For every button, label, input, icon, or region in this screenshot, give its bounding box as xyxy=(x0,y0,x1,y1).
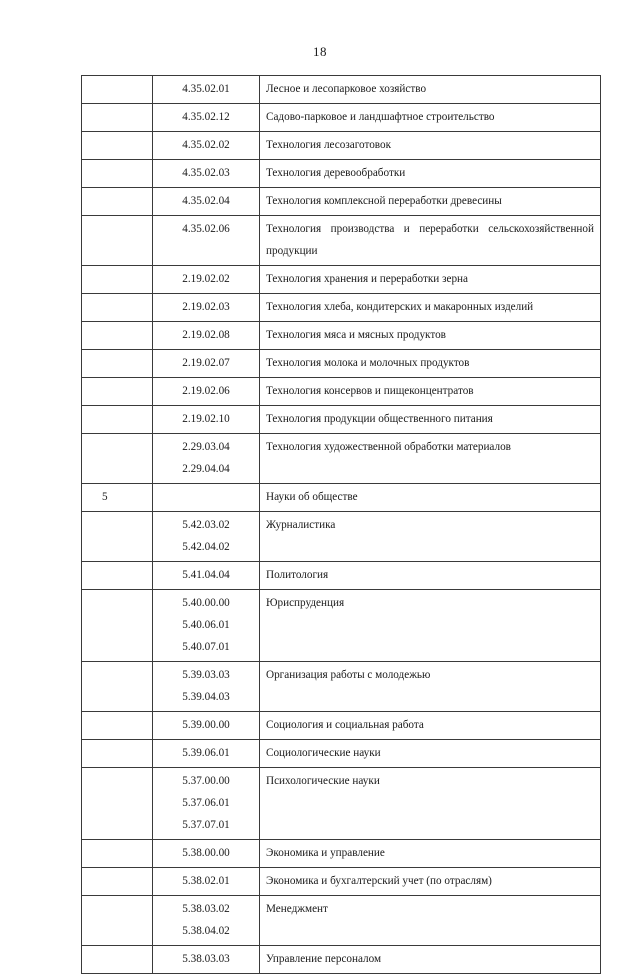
specialty-name-cell: Экономика и управление xyxy=(260,840,601,868)
group-number-cell xyxy=(82,378,153,406)
specialty-code-cell xyxy=(153,768,260,840)
specialty-code: 4.35.02.04 xyxy=(182,195,230,207)
group-number-cell xyxy=(82,868,153,896)
table-row xyxy=(82,216,601,266)
table-row xyxy=(82,512,601,562)
specialty-code: 2.19.02.06 xyxy=(182,385,230,397)
table-row xyxy=(82,590,601,662)
group-number-cell xyxy=(82,188,153,216)
specialty-code: 2.19.02.07 xyxy=(182,357,230,369)
group-number-cell xyxy=(82,590,153,662)
specialty-code-cell xyxy=(153,406,260,434)
specialty-name-cell: Науки об обществе xyxy=(260,484,601,512)
specialties-table xyxy=(81,75,601,974)
specialty-name-cell: Психологические науки xyxy=(260,768,601,840)
specialty-code: 5.38.03.02 xyxy=(182,903,230,915)
group-number-cell xyxy=(82,322,153,350)
specialty-name-cell: Политология xyxy=(260,562,601,590)
specialty-code: 5.39.03.03 xyxy=(182,669,230,681)
specialty-code-cell xyxy=(153,946,260,974)
table-row xyxy=(82,378,601,406)
specialty-name-cell: Садово-парковое и ландшафтное строительство xyxy=(260,104,601,132)
specialty-name-cell: Технология лесозаготовок xyxy=(260,132,601,160)
group-number-cell: 5 xyxy=(82,484,153,512)
specialty-code-cell xyxy=(153,350,260,378)
specialty-code: 2.19.02.10 xyxy=(182,413,230,425)
group-number-cell xyxy=(82,216,153,266)
specialty-code-cell xyxy=(153,484,260,512)
specialty-code: 2.19.02.08 xyxy=(182,329,230,341)
specialty-name-cell: Технология комплексной переработки древесины xyxy=(260,188,601,216)
specialty-code-cell xyxy=(153,104,260,132)
specialty-name-cell: Социология и социальная работа xyxy=(260,712,601,740)
specialty-code-cell xyxy=(153,868,260,896)
specialty-code: 2.29.04.04 xyxy=(182,463,230,475)
specialty-name-cell: Организация работы с молодежью xyxy=(260,662,601,712)
specialty-code: 5.37.00.00 xyxy=(182,775,230,787)
group-number-cell xyxy=(82,712,153,740)
specialty-name-cell: Технология хранения и переработки зерна xyxy=(260,266,601,294)
table-row xyxy=(82,350,601,378)
specialty-code: 5.38.00.00 xyxy=(182,847,230,859)
table-row xyxy=(82,768,601,840)
group-number-cell xyxy=(82,512,153,562)
specialty-code: 5.39.00.00 xyxy=(182,719,230,731)
specialty-code: 4.35.02.12 xyxy=(182,111,230,123)
group-number-cell xyxy=(82,132,153,160)
specialty-code: 5.40.06.01 xyxy=(182,619,230,631)
specialty-code: 4.35.02.02 xyxy=(182,139,230,151)
table-row xyxy=(82,76,601,104)
specialty-name-cell: Менеджмент xyxy=(260,896,601,946)
specialty-code-cell xyxy=(153,590,260,662)
specialty-code-cell xyxy=(153,740,260,768)
table-row xyxy=(82,662,601,712)
specialty-code: 2.19.02.02 xyxy=(182,273,230,285)
group-number-cell xyxy=(82,662,153,712)
table-row xyxy=(82,712,601,740)
specialty-name-cell: Технология хлеба, кондитерских и макаронных изделий xyxy=(260,294,601,322)
specialty-name-cell: Юриспруденция xyxy=(260,590,601,662)
table-body xyxy=(82,76,601,974)
table-row xyxy=(82,740,601,768)
group-number-cell xyxy=(82,294,153,322)
specialty-code-cell xyxy=(153,562,260,590)
specialty-name-cell: Социологические науки xyxy=(260,740,601,768)
specialty-code-cell xyxy=(153,378,260,406)
specialty-code: 5.37.07.01 xyxy=(182,819,230,831)
table-row xyxy=(82,434,601,484)
table-row xyxy=(82,266,601,294)
table-row xyxy=(82,406,601,434)
table-row xyxy=(82,840,601,868)
group-number-cell xyxy=(82,406,153,434)
specialty-name-cell: Технология мяса и мясных продуктов xyxy=(260,322,601,350)
specialty-name-cell: Технология деревообработки xyxy=(260,160,601,188)
table-row xyxy=(82,896,601,946)
specialty-code-cell xyxy=(153,712,260,740)
specialty-code-cell xyxy=(153,434,260,484)
table-row xyxy=(82,322,601,350)
specialty-code: 5.40.07.01 xyxy=(182,641,230,653)
specialty-code-cell xyxy=(153,76,260,104)
group-number-cell xyxy=(82,160,153,188)
specialty-name-cell: Лесное и лесопарковое хозяйство xyxy=(260,76,601,104)
group-number-cell xyxy=(82,896,153,946)
page-number: 18 xyxy=(313,44,327,59)
specialty-code: 2.29.03.04 xyxy=(182,441,230,453)
specialty-code: 5.40.00.00 xyxy=(182,597,230,609)
specialty-code-cell xyxy=(153,216,260,266)
table-row xyxy=(82,484,601,512)
group-number-cell xyxy=(82,434,153,484)
table-row xyxy=(82,294,601,322)
specialty-code-cell xyxy=(153,662,260,712)
specialty-name-cell: Технология продукции общественного питания xyxy=(260,406,601,434)
group-number-cell xyxy=(82,350,153,378)
specialty-code: 5.38.04.02 xyxy=(182,925,230,937)
specialty-name-cell: Журналистика xyxy=(260,512,601,562)
specialty-code-cell xyxy=(153,132,260,160)
specialty-code: 5.39.06.01 xyxy=(182,747,230,759)
specialty-code: 4.35.02.01 xyxy=(182,83,230,95)
specialty-name-cell: Управление персоналом xyxy=(260,946,601,974)
specialty-code: 5.41.04.04 xyxy=(182,569,230,581)
specialty-code: 5.37.06.01 xyxy=(182,797,230,809)
group-number-cell xyxy=(82,562,153,590)
specialty-code: 4.35.02.06 xyxy=(182,223,230,235)
group-number-cell xyxy=(82,840,153,868)
specialty-name-cell: Экономика и бухгалтерский учет (по отраслям) xyxy=(260,868,601,896)
specialty-code: 5.39.04.03 xyxy=(182,691,230,703)
group-number-cell xyxy=(82,946,153,974)
specialty-name-cell: Технология производства и переработки сельскохозяйственной продукции xyxy=(260,216,601,266)
specialty-code-cell xyxy=(153,160,260,188)
table-row xyxy=(82,188,601,216)
specialty-name-cell: Технология художественной обработки материалов xyxy=(260,434,601,484)
specialty-code-cell xyxy=(153,188,260,216)
specialty-code: 5.38.03.03 xyxy=(182,953,230,965)
specialty-code: 4.35.02.03 xyxy=(182,167,230,179)
specialty-code: 5.42.03.02 xyxy=(182,519,230,531)
specialty-code-cell xyxy=(153,266,260,294)
group-number-cell xyxy=(82,104,153,132)
table-row xyxy=(82,868,601,896)
specialty-code-cell xyxy=(153,896,260,946)
group-number-cell xyxy=(82,740,153,768)
specialty-code: 5.42.04.02 xyxy=(182,541,230,553)
table-row xyxy=(82,946,601,974)
specialty-code-cell xyxy=(153,294,260,322)
specialty-name-cell: Технология консервов и пищеконцентратов xyxy=(260,378,601,406)
table-row xyxy=(82,562,601,590)
group-number-cell xyxy=(82,266,153,294)
specialty-name-cell: Технология молока и молочных продуктов xyxy=(260,350,601,378)
specialty-code-cell xyxy=(153,322,260,350)
specialty-code: 5.38.02.01 xyxy=(182,875,230,887)
table-row xyxy=(82,132,601,160)
table-row xyxy=(82,104,601,132)
table-row xyxy=(82,160,601,188)
specialty-code-cell xyxy=(153,512,260,562)
group-number-cell xyxy=(82,76,153,104)
specialty-code: 2.19.02.03 xyxy=(182,301,230,313)
specialty-code-cell xyxy=(153,840,260,868)
group-number-cell xyxy=(82,768,153,840)
